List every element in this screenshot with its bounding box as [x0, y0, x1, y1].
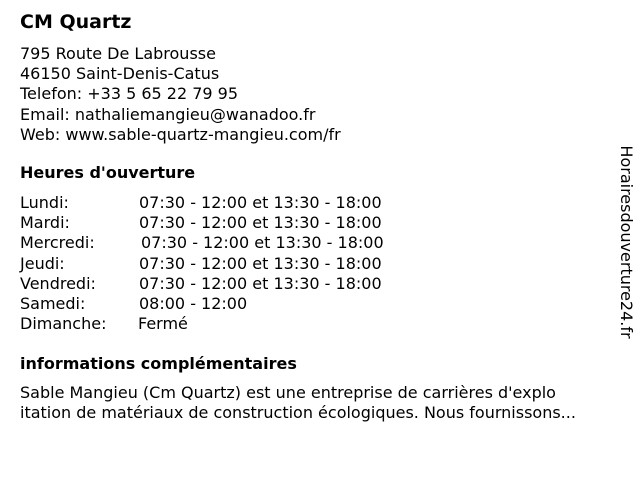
email-line: Email: nathaliemangieu@wanadoo.fr	[20, 104, 316, 124]
time-value: 07:30 - 12:00 et 13:30 - 18:00	[139, 193, 382, 212]
day-label: Dimanche:	[20, 314, 107, 334]
day-label: Mercredi:	[20, 233, 95, 253]
day-label: Lundi:	[20, 193, 69, 212]
site-watermark: Horairesdouverture24.fr	[617, 145, 636, 339]
time-value: 07:30 - 12:00 et 13:30 - 18:00	[139, 273, 382, 293]
web-line: Web: www.sable-quartz-mangieu.com/fr	[20, 124, 341, 144]
address-line-1: 795 Route De Labrousse	[20, 44, 216, 63]
phone-line: Telefon: +33 5 65 22 79 95	[20, 84, 239, 104]
additional-info-text	[20, 383, 624, 423]
info-line-2: itation de matériaux de construction écologiques. Nous fournissons...	[20, 403, 576, 423]
time-value: 07:30 - 12:00 et 13:30 - 18:00	[139, 213, 382, 233]
day-label: Jeudi:	[20, 253, 65, 273]
address-line-2: 46150 Saint-Denis-Catus	[20, 64, 220, 84]
time-value: 07:30 - 12:00 et 13:30 - 18:00	[141, 233, 384, 253]
day-label: Mardi:	[20, 213, 70, 233]
additional-info-heading: informations complémentaires	[20, 354, 297, 373]
time-value: 08:00 - 12:00	[139, 293, 248, 313]
info-line-1: Sable Mangieu (Cm Quartz) est une entreprise de carrières d'explo	[20, 383, 556, 402]
opening-hours-heading: Heures d'ouverture	[20, 163, 196, 182]
contact-block	[20, 44, 341, 145]
time-value: 07:30 - 12:00 et 13:30 - 18:00	[139, 253, 382, 273]
day-label: Vendredi:	[20, 273, 96, 293]
day-label: Samedi:	[20, 293, 86, 313]
business-name: CM Quartz	[20, 11, 132, 33]
time-value: Fermé	[138, 314, 188, 334]
